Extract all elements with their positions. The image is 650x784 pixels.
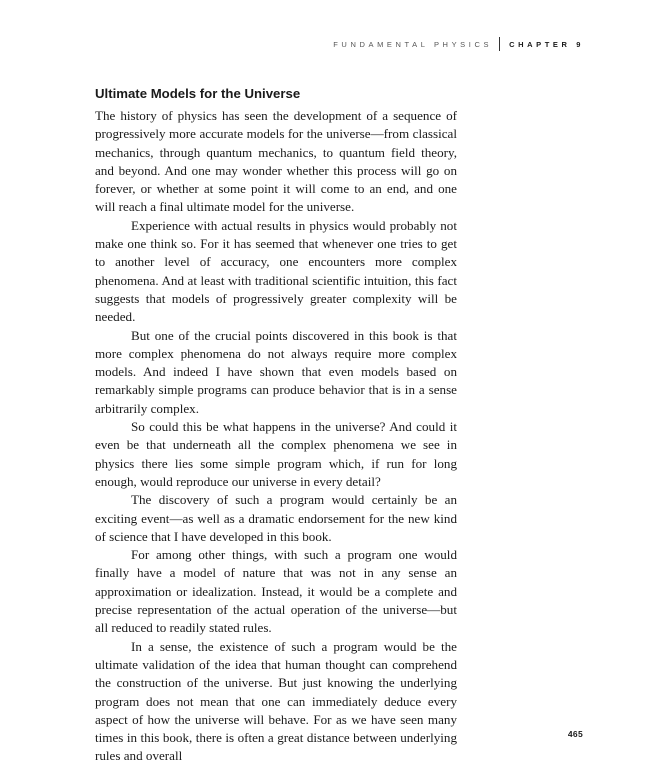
paragraph-4: So could this be what happens in the universe? And could it even be that underneath all the complex phenomena we see in physics there lies some simple program which, if run for long enough, would reproduce our universe in every detail? [95, 419, 457, 489]
header-divider [499, 37, 500, 51]
paragraph-1: The history of physics has seen the development of a sequence of progressively more accurate models for the universe—from classical mechanics, through quantum mechanics, to quantum field theory, and beyond. And one may wonder whether this process will go on forever, or whether at some point it will come to an end, and one will reach a final ultimate model for the universe. [95, 108, 457, 215]
paragraph-7: In a sense, the existence of such a program would be the ultimate validation of the idea that human thought can comprehend the construction of the universe. But just knowing the underlying program does not mean that one can immediately deduce every aspect of how the universe will behave. For as we have seen many times in this book, there is often a great distance between underlying rules and overall [95, 638, 457, 764]
body-text [95, 107, 457, 766]
running-header [333, 37, 584, 51]
paragraph-6: For among other things, with such a program one would finally have a model of nature that was not in any sense an approximation or idealization. Instead, it would be a complete and precise representation of the actual operation of the universe—but all reduced to readily stated rules. [95, 547, 457, 636]
running-header-section: FUNDAMENTAL PHYSICS [333, 39, 493, 49]
running-header-chapter: CHAPTER 9 [509, 39, 584, 49]
page-number: 465 [567, 729, 583, 739]
paragraph-5: The discovery of such a program would certainly be an exciting event—as well as a dramatic endorsement for the new kind of science that I have developed in this book. [95, 492, 457, 544]
paragraph-3: But one of the crucial points discovered in this book is that more complex phenomena do not always require more complex models. And indeed I have shown that even models based on remarkably simple programs can produce behavior that is in a sense arbitrarily complex. [95, 327, 457, 416]
section-heading: Ultimate Models for the Universe [95, 86, 301, 101]
paragraph-2: Experience with actual results in physics would probably not make one think so. For it has seemed that whenever one tries to get to another level of accuracy, one encounters more complex phenomena. And at least with traditional scientific intuition, this fact suggests that models of progressively greater complexity will be needed. [95, 217, 457, 325]
